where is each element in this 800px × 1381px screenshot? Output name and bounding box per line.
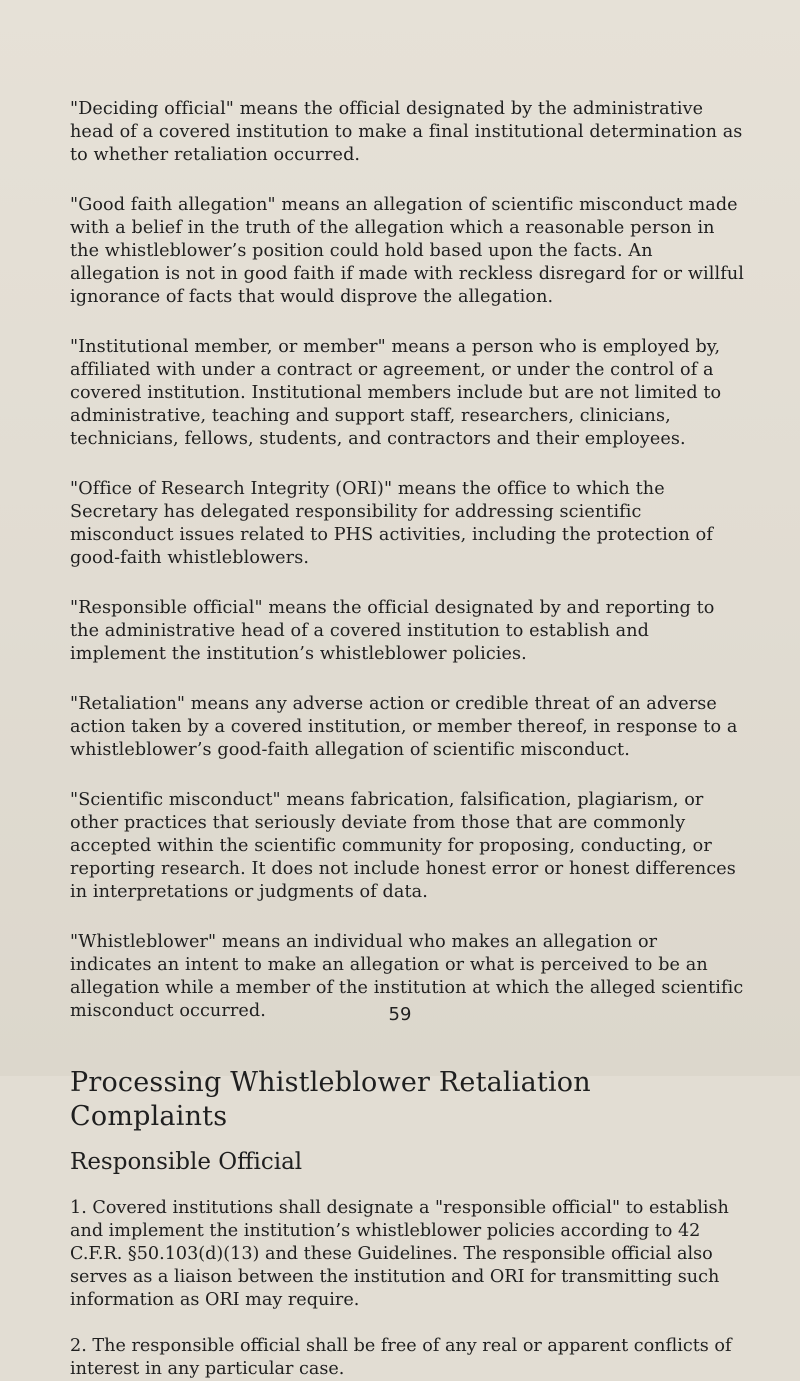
page-number: 59	[388, 1004, 412, 1025]
definition-ori: "Office of Research Integrity (ORI)" means the office to which the Secretary has delegated responsibility for addressing scientific misconduct issues related to PHS activities, including the protection of good-faith whistleblowers.	[70, 479, 713, 568]
numbered-item-1: 1. Covered institutions shall designate a "responsible official" to establish and implement the institution’s whistleblower policies according to 42 C.F.R. §50.103(d)(13) and these Guidelines. The responsible official also serves as a liaison between the institution and ORI for transmitting such information as ORI may require.	[70, 1198, 729, 1310]
definition-institutional-member: "Institutional member, or member" means a person who is employed by, affiliated with under a contract or agreement, or under the control of a covered institution. Institutional members include but are not limited to administrative, teaching and support staff, researchers, clinicians, technicians, fellows, students, and contractors and their employees.	[70, 337, 722, 449]
definition-deciding-official: "Deciding official" means the official designated by the administrative head of a covered institution to make a final institutional determination as to whether retaliation occurred.	[70, 99, 743, 165]
definition-scientific-misconduct: "Scientific misconduct" means fabrication, falsification, plagiarism, or other practices that seriously deviate from those that are commonly accepted within the scientific community for proposing, conducting, or reporting research. It does not include honest error or honest differences in interpretations or judgments of data.	[70, 790, 736, 902]
subsection-title: Responsible Official	[70, 1149, 303, 1175]
numbered-items	[70, 1197, 744, 1381]
definition-responsible-official: "Responsible official" means the official designated by and reporting to the administrative head of a covered institution to establish and implement the institution’s whistleblower policies.	[70, 598, 715, 664]
definitions-list	[70, 98, 744, 1023]
section-title: Processing Whistleblower Retaliation Complaints	[70, 1067, 591, 1132]
definition-good-faith-allegation: "Good faith allegation" means an allegation of scientific misconduct made with a belief in the truth of the allegation which a reasonable person in the whistleblower’s position could hold based upon the facts. An allegation is not in good faith if made with reckless disregard for or willful ignorance of facts that would disprove the allegation.	[70, 195, 744, 307]
numbered-item-2: 2. The responsible official shall be free of any real or apparent conflicts of interest in any particular case.	[70, 1336, 732, 1379]
definition-retaliation: "Retaliation" means any adverse action or credible threat of an adverse action taken by a covered institution, or member thereof, in response to a whistleblower’s good-faith allegation of scientific misconduct.	[70, 694, 738, 760]
definition-whistleblower: "Whistleblower" means an individual who makes an allegation or indicates an intent to make an allegation or what is perceived to be an allegation while a member of the institution at which the alleged scientific misconduct occurred.	[70, 932, 744, 1021]
